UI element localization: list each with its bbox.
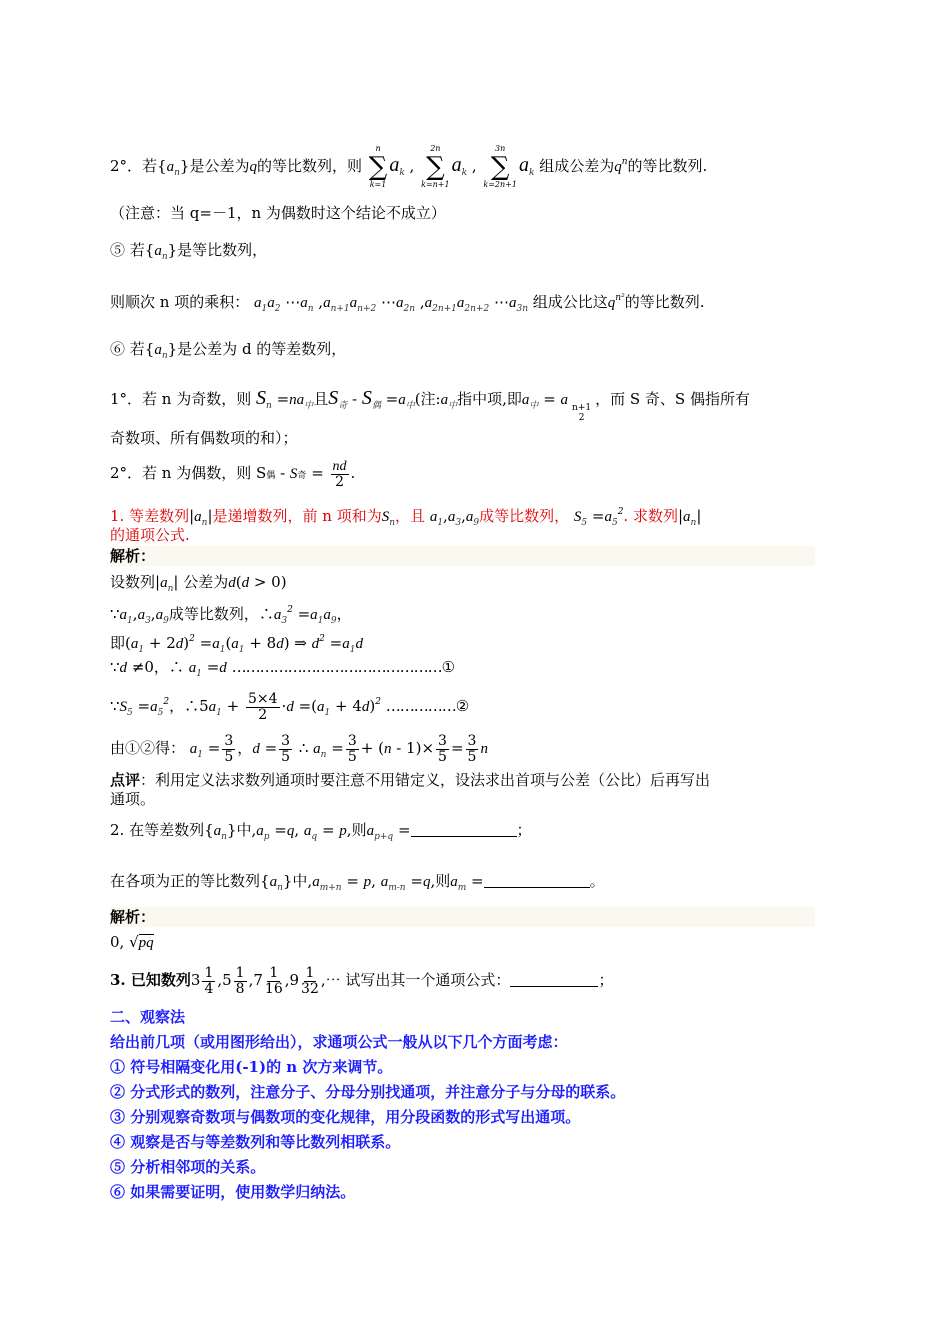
text: 且 (313, 390, 329, 408)
text: 。 (589, 872, 605, 890)
text: 中, (236, 821, 257, 839)
text: 组成公比这 (532, 293, 608, 311)
method-item: ③ 分别观察奇数项与偶数项的变化规律，用分段函数的形式写出通项。 (110, 1108, 581, 1126)
text: 组成公差为 (539, 157, 615, 175)
text: 即 (110, 634, 126, 652)
line-even: 2°．若 n 为偶数，则 S偶 - S奇 = $\frac{nd}{2}$ . (110, 458, 356, 490)
comment-line (110, 770, 710, 790)
text: 2°．若 n 为偶数，则 (110, 464, 252, 482)
text: ∵ (110, 697, 120, 715)
q-var: q (249, 159, 257, 175)
answer-blank[interactable] (411, 822, 517, 837)
solution-step-4: ∵d ≠0，∴ $a_1 =d$ ………………………………………① (110, 658, 455, 679)
solution-step-3: 即$(a_1 + 2d)^2 =a_1(a_1 + 8d)$ ⇒ $d^2 =a_1d$ (110, 634, 363, 655)
sum-2: 2n ∑ k=n+1 (421, 144, 450, 189)
text: 则顺次 n 项的乘积： (110, 293, 250, 311)
method-item: ⑥ 如果需要证明，使用数学归纳法。 (110, 1183, 356, 1201)
text: 2°．若 (110, 157, 158, 175)
method-item: ⑤ 分析相邻项的关系。 (110, 1158, 266, 1176)
solution-step-1: 设数列$|a_n|$ 公差为d(d > 0) (110, 573, 287, 594)
text: 成等比数列， (479, 507, 570, 525)
method-item: ② 分式形式的数列，注意分子、分母分别找通项，并注意分子与分母的联系。 (110, 1083, 626, 1101)
text: 由①②得： (110, 739, 186, 757)
text: 1. 等差数列 (110, 507, 190, 525)
analysis-label-2: 解析： (110, 908, 156, 926)
line-c5: ⑤ 若$\{a_n\}$是等比数列， (110, 241, 268, 262)
text: 是递增数列，前 n 项和为 (212, 507, 382, 525)
section-title: 二、观察法 (110, 1008, 186, 1026)
analysis-band (110, 546, 815, 566)
comment-line-2: 通项。 (110, 790, 156, 808)
solution-step-6: 由①②得： $a_1$ = $\frac{3}{5}$ ，d = $\frac{3}{5}$ ∴ $a_n$ = $\frac{3}{5}$ + (n - 1)× $\frac{3}{5}$ = $\frac{3}{5}$ n (110, 732, 488, 765)
text: ； (598, 971, 614, 989)
text: 0, (110, 933, 125, 951)
answer-blank[interactable] (484, 873, 590, 888)
text: 2. 在等差数列 (110, 821, 205, 839)
text: ，而 S 奇、S 偶指所有 (595, 390, 750, 408)
problem-1: 1. 等差数列$|a_n|$是递增数列，前 n 项和为$S_n$，且 $a_1,a_3,a_9$成等比数列， $S_5 =a_5^2$. 求数列$|a_n|$ (110, 507, 702, 528)
solution-step-2: $\because a_1,a_3,a_9$成等比数列，$\therefore a_3^2 =a_1a_9$， (110, 605, 352, 626)
text: ⑥ 若 (110, 340, 145, 358)
problem-2b: 在各项为正的等比数列$\{a_n\}$中$,a_{m+n} = p$, $a_{m-n} =q$,则$a_m$ = 。 (110, 872, 605, 893)
analysis-band-2 (110, 907, 815, 927)
text: ； (516, 821, 532, 839)
section-intro: 给出前几项（或用图形给出），求通项公式一般从以下几个方面考虑： (110, 1033, 568, 1051)
text: 成等比数列，∴ (168, 605, 274, 623)
text: 是公差为 d 的等差数列， (177, 340, 347, 358)
text: 的等比数列. (624, 293, 705, 311)
problem-2: 2. 在等差数列$\{a_n\}$中$,a_p =q$, $a_q = p$,则$a_{p+q}$ = ； (110, 821, 532, 842)
text: ⑤ 若 (110, 241, 145, 259)
method-item: ① 符号相隔变化用(-1)的 n 次方来调节。 (110, 1058, 393, 1076)
answer-2: 0, √pq (110, 933, 154, 951)
text: 3. 已知数列 (110, 971, 191, 989)
text: 在各项为正的等比数列 (110, 872, 261, 890)
text: (注: (414, 390, 441, 408)
text: . 求数列 (623, 507, 678, 525)
text: 则 (351, 821, 367, 839)
text: 公差为 (183, 573, 229, 591)
text: 试写出其一个通项公式： (345, 971, 511, 989)
line-odd-2: 奇数项、所有偶数项的和）； (110, 429, 298, 447)
text: ……………② (385, 697, 469, 715)
line-c6: ⑥ 若$\{a_n\}$是公差为 d 的等差数列， (110, 340, 347, 361)
text: 则 (435, 872, 451, 890)
text: ，且 (395, 507, 426, 525)
answer-blank[interactable] (510, 972, 598, 987)
sum-3: 3n ∑ k=2n+1 (483, 144, 517, 189)
line-odd: 1°．若 n 为奇数，则 $S_n =na_中$且$S_奇 - S_偶 =a_中$(注$:a_中$指中项,即$a_中 = a$ n+1 2 ，而 S 奇、S 偶指所有 (110, 387, 750, 423)
line-2deg-sum: 2°．若$\{a_n\}$是公差为q的等比数列，则 n ∑ k=1 $a_k$ , 2n ∑ k=n+1 $a_k$ , 3n ∑ k=2n+1 $a_k$ 组成公差为$q^n$的等比数列. (110, 144, 708, 189)
text: 是等比数列， (177, 241, 268, 259)
text: ∵ (110, 658, 120, 676)
sum-1: n ∑ k=1 (368, 144, 388, 189)
comment-label: 点评 (110, 771, 141, 789)
text: ………………………………………① (231, 658, 455, 676)
problem-3: 3. 已知数列3 $\frac{1}{4}$ ,5 $\frac{1}{8}$ ,7 $\frac{1}{16}$ ,9 $\frac{1}{32}$ ,⋯ 试写出其一个通项公式： ； (110, 964, 614, 997)
text: 是公差为 (189, 157, 250, 175)
text: 设数列 (110, 573, 156, 591)
line-product: 则顺次 n 项的乘积： $a_1a_2$ $\cdots a_n$ $,a_{n+1}a_{n+2}$ $\cdots a_{2n}$ $,a_{2n+1}a_{2n+2}$ $\cdots a_{3n}$ 组成公比这$q^{n^2}$的等比数列. (110, 293, 705, 314)
text: 的等比数列，则 (256, 157, 362, 175)
analysis-label: 解析： (110, 547, 156, 565)
seq-an: $\{a_n\}$ (157, 157, 190, 178)
text: ：利用定义法求数列通项时要注意不用错定义，设法求出首项与公差（公比）后再写出 (140, 771, 711, 789)
solution-step-5: $\because S_5 =a_5^2$，$\therefore 5a_1$ + $\frac{5\times 4}{2}$ $\cdot d =(a_1 + 4d)^2$ ……………② (110, 690, 469, 723)
note-line: （注意：当 q=－1，n 为偶数时这个结论不成立） (110, 204, 446, 222)
text: 1°．若 n 为奇数，则 (110, 390, 252, 408)
text: 中, (292, 872, 313, 890)
text: 的等比数列. (627, 157, 708, 175)
text: ∵ (110, 605, 120, 623)
method-item: ④ 观察是否与等差数列和等比数列相联系。 (110, 1133, 401, 1151)
problem-1-line2: 的通项公式. (110, 526, 190, 544)
text: 指中项,即 (457, 390, 522, 408)
